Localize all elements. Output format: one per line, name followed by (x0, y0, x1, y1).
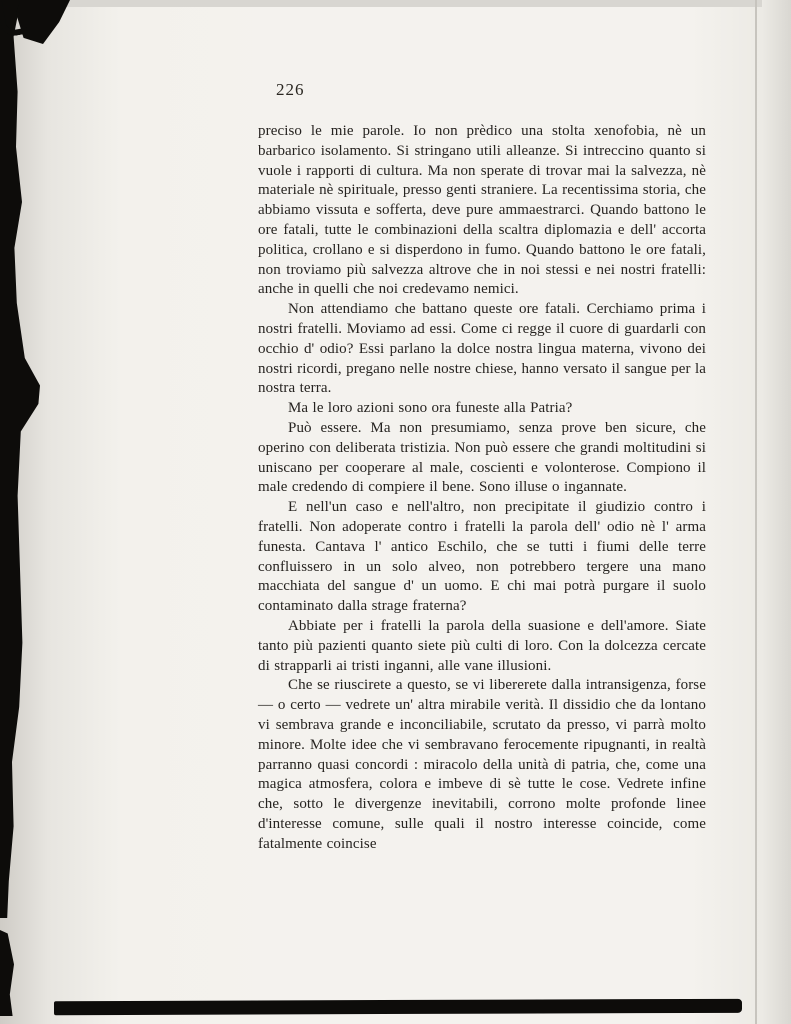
paragraph: E nell'un caso e nell'altro, non precipitate il giudizio contro i fratelli. Non adoperate contro i fratelli la parola dell' odio nè l' arma funesta. Cantava l' antico Eschilo, che se tutti i fiumi delle terre confluissero in un solo alveo, non potrebbero tergere una mano macchiata del sangue d' un uomo. E chi mai potrà purgare il suolo contaminato dalla strage fraterna? (258, 499, 706, 615)
page-number: 226 (276, 80, 305, 99)
scan-top-edge-shade (0, 0, 791, 7)
paragraph: Abbiate per i fratelli la parola della suasione e dell'amore. Siate tanto più pazienti quanto siete più culti di loro. Con la dolcezza cercate di strapparli ai tristi inganni, alle vane illusioni. (258, 617, 706, 674)
paragraph: Ma le loro azioni sono ora funeste alla Patria? (288, 400, 573, 417)
paragraph: Che se riuscirete a questo, se vi libererete dalla intransigenza, forse — o certo — vedrete un' altra mirabile verità. Il dissidio che da lontano vi sembrava grande e inconciliabile, scrutato da presso, vi parrà molto minore. Molte idee che vi sembravano ferocemente ripugnanti, in realtà parranno quasi concordi : miracolo della unità di patria, che, come una magica atmosfera, colora e imbeve di sè tutte le cose. Vedrete infine che, sotto le divergenze inevitabili, corrono molte profonde linee d'interesse comune, sulle quali il nostro interesse coincide, come fatalmente coincise (258, 677, 706, 852)
paragraph: Può essere. Ma non presumiamo, senza prove ben sicure, che operino con deliberata tristizia. Non può essere che grandi moltitudini si uniscano per cooperare al male, coscienti e volonterose. Compiono il male credendo di compiere il bene. Sono illuse o ingannate. (258, 419, 706, 496)
paragraph: Non attendiamo che battano queste ore fatali. Cerchiamo prima i nostri fratelli. Moviamo ad essi. Come ci regge il cuore di guardarli con occhio d' odio? Essi parlano la dolce nostra lingua materna, vivono dei nostri ricordi, pregano nelle nostre chiese, hanno versato il sangue per la nostra terra. (258, 301, 706, 397)
page-text (258, 122, 706, 854)
scan-right-edge-shadow (762, 0, 791, 1024)
paragraph: preciso le mie parole. Io non prèdico una stolta xenofobia, nè un barbarico isolamento. Si stringano utili alleanze. Si intreccino quanto si vuole i rapporti di cultura. Ma non sperate di trovar mai la salvezza, nè materiale nè spirituale, presso genti straniere. La recentissima storia, che abbiamo vissuta e sofferta, deve pure ammaestrarci. Quando battono le ore fatali, tutte le combinazioni della scaltra diplomazia e dell' accorta politica, crollano e si disperdono in fumo. Quando battono le ore fatali, non troviamo più salvezza altrove che in noi stessi e nei nostri fratelli: anche in quelli che noi credevamo nemici. (258, 123, 706, 298)
scan-artifact-bottom-bar (54, 999, 742, 1015)
scan-right-edge-line (755, 0, 757, 1024)
